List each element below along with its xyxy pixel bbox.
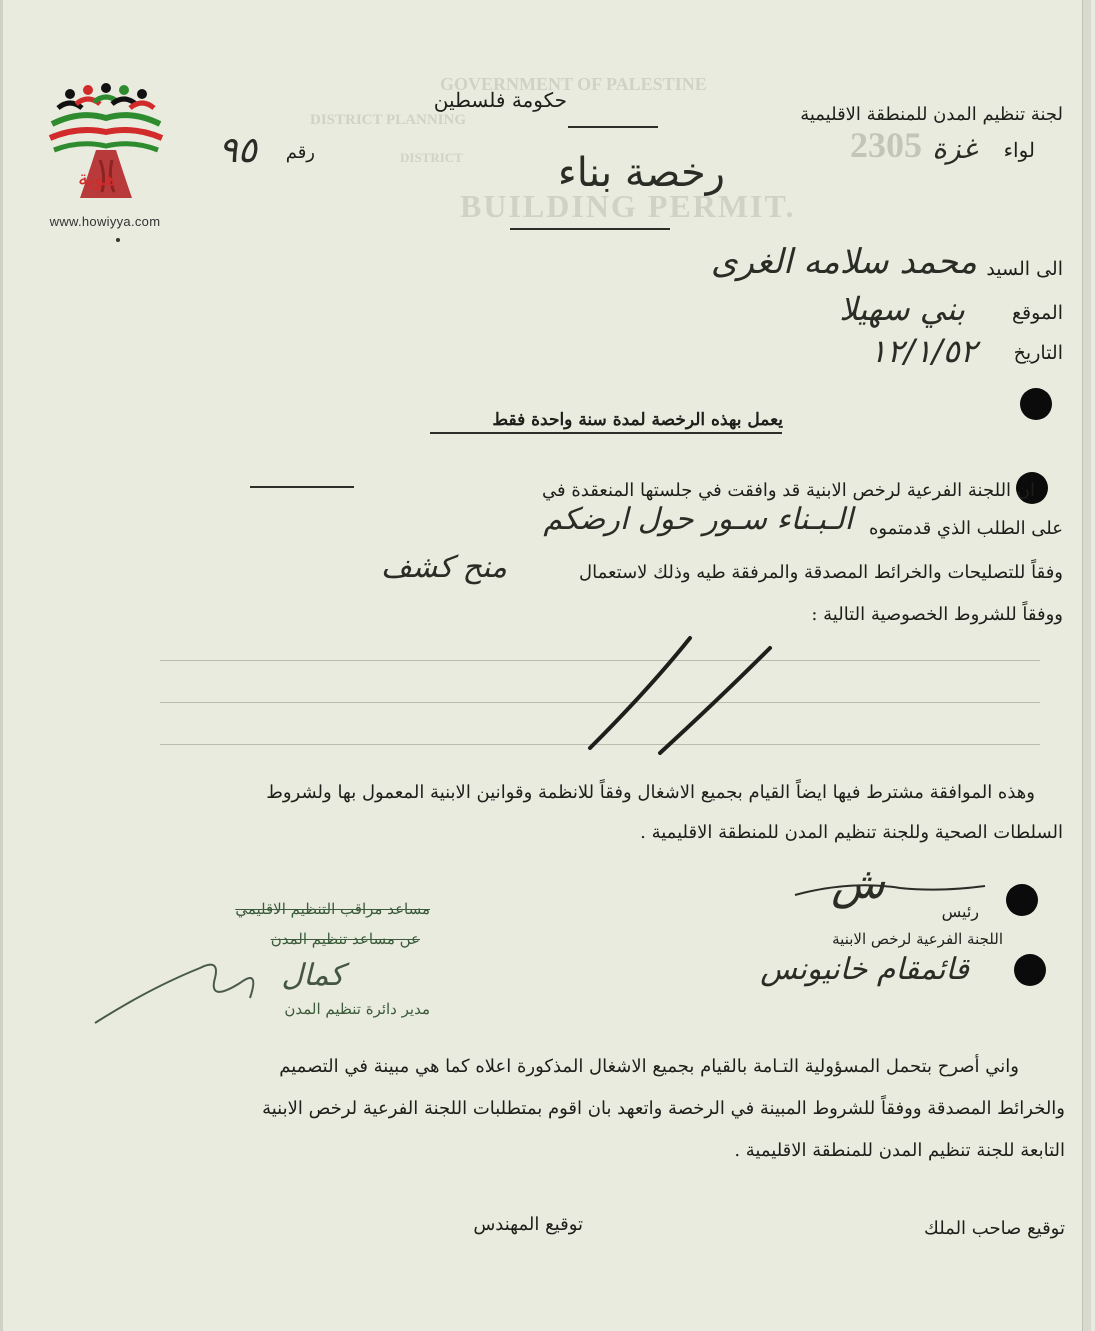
crossed-title-1: مساعد مراقب التنظيم الاقليمي	[235, 900, 430, 918]
left-signature: كمال	[281, 958, 344, 993]
body-paragraph-2-line-1: وهذه الموافقة مشترط فيها ايضاً القيام بجميع الاشغال وفقاً للانظمة وقوانين الابنية المعمول بها ولشروط	[266, 782, 1035, 803]
family-tree-icon	[30, 80, 180, 215]
howiyya-logo	[30, 80, 180, 240]
number-label: رقم	[285, 142, 315, 163]
body-line-1: ان اللجنة الفرعية لرخص الابنية قد وافقت في جلستها المنعقدة في	[541, 480, 1035, 501]
body-line-2-prefix: على الطلب الذي قدمتموه	[868, 518, 1063, 539]
declaration-line-2: والخرائط المصدقة ووفقاً للشروط المبينة في الرخصة واتعهد بان اقوم بمتطلبات اللجنة الفرعية لرخص الابنية	[262, 1098, 1065, 1119]
government-underline	[568, 126, 658, 128]
date-label: التاريخ	[1013, 342, 1063, 364]
validity-underline	[430, 432, 782, 434]
session-date-blank	[250, 486, 354, 488]
chair-title: رئيس	[941, 902, 979, 921]
crossed-title-2: عن مساعد تنظيم المدن	[270, 930, 420, 948]
to-label: الى السيد	[986, 258, 1063, 280]
district-value: غزة	[932, 132, 977, 165]
body-line-3-handwriting: منح كشف	[380, 550, 507, 585]
left-signature-scribble	[90, 948, 270, 1028]
date-value: ١٢/١/٥٢	[869, 332, 977, 370]
body-paragraph-2-line-2: السلطات الصحية وللجنة تنظيم المدن للمنطقة الاقليمية .	[640, 822, 1063, 843]
ghost-district-text: DISTRICT	[400, 150, 463, 165]
location-label: الموقع	[1011, 302, 1063, 324]
declaration-line-3: التابعة للجنة تنظيم المدن للمنطقة الاقليمية .	[734, 1140, 1065, 1161]
permit-title: رخصة بناء	[557, 150, 725, 196]
logo-url: www.howiyya.com	[49, 214, 161, 229]
validity-note: يعمل بهذه الرخصة لمدة سنة واحدة فقط	[492, 410, 783, 430]
ghost-serial-number: 2305	[850, 125, 922, 165]
people-figures	[50, 83, 162, 150]
to-value: محمد سلامه الغرى	[710, 242, 977, 282]
punch-hole	[1006, 884, 1038, 916]
chair-signature: ش	[831, 858, 885, 909]
chair-committee: اللجنة الفرعية لرخص الابنية	[832, 930, 1003, 948]
logo-wordmark: هوية	[78, 166, 116, 190]
body-line-4: ووفقاً للشروط الخصوصية التالية :	[811, 604, 1063, 625]
conditions-strike-marks	[580, 628, 780, 758]
government-title: حكومة فلسطين	[433, 88, 567, 112]
ghost-district-planning-text: DISTRICT PLANNING	[310, 112, 467, 128]
body-line-2-handwriting: الـبـناء سـور حول ارضكم	[543, 502, 853, 537]
location-value: بني سهيلا	[839, 290, 965, 328]
number-value: ٩٥	[218, 130, 257, 171]
owner-signature-label: توقيع صاحب الملك	[924, 1218, 1065, 1239]
ghost-permit-text: BUILDING PERMIT.	[460, 188, 796, 224]
engineer-signature-label: توقيع المهندس	[473, 1214, 583, 1235]
ghost-government-text: GOVERNMENT OF PALESTINE	[440, 74, 707, 94]
punch-hole	[1020, 388, 1052, 420]
page-edge-left	[0, 0, 3, 1331]
body-line-3-prefix: وفقاً للتصليحات والخرائط المصدقة والمرفقة طيه وذلك لاستعمال	[579, 562, 1063, 583]
district-label: لواء	[1003, 138, 1035, 162]
town-planning-director-title: مدير دائرة تنظيم المدن	[284, 1000, 430, 1018]
official-stamp	[200, 898, 430, 1038]
declaration-line-1: واني أصرح بتحمل المسؤولية التـامة بالقيام بجميع الاشغال المذكورة اعلاه كما هي مبينة في التصميم	[279, 1056, 1019, 1077]
page-edge-right	[1082, 0, 1091, 1331]
small-dot	[116, 238, 120, 242]
committee-name: لجنة تنظيم المدن للمنطقة الاقليمية	[800, 104, 1063, 125]
permit-title-underline	[510, 228, 670, 230]
punch-hole	[1014, 954, 1046, 986]
chair-name-handwriting: قائمقام خانيونس	[760, 952, 969, 987]
